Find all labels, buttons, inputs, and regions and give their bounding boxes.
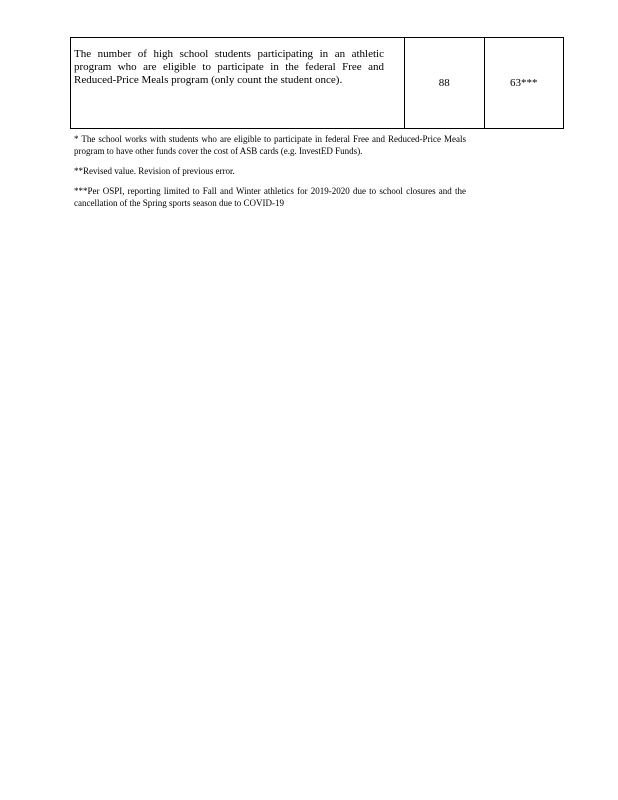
footnote-ospi-reporting: ***Per OSPI, reporting limited to Fall and Winter athletics for 2019-2020 due to school closures and the cancellation of the Spring sports season due to COVID-19 bbox=[74, 186, 466, 208]
footnote-revised-value: **Revised value. Revision of previous error. bbox=[74, 166, 235, 176]
footnotes bbox=[74, 133, 466, 217]
data-table bbox=[70, 37, 564, 129]
row-value-1: 88 bbox=[405, 38, 485, 129]
footnote-asb-cards: * The school works with students who are eligible to participate in federal Free and Reduced-Price Meals program to have other funds cover the cost of ASB cards (e.g. InvestED Funds). bbox=[74, 134, 466, 156]
row-description: The number of high school students participating in an athletic program who are eligible to participate in the federal Free and Reduced-Price Meals program (only count the student once). bbox=[71, 38, 405, 129]
row-value-2: 63*** bbox=[484, 38, 564, 129]
table-row bbox=[71, 38, 564, 129]
